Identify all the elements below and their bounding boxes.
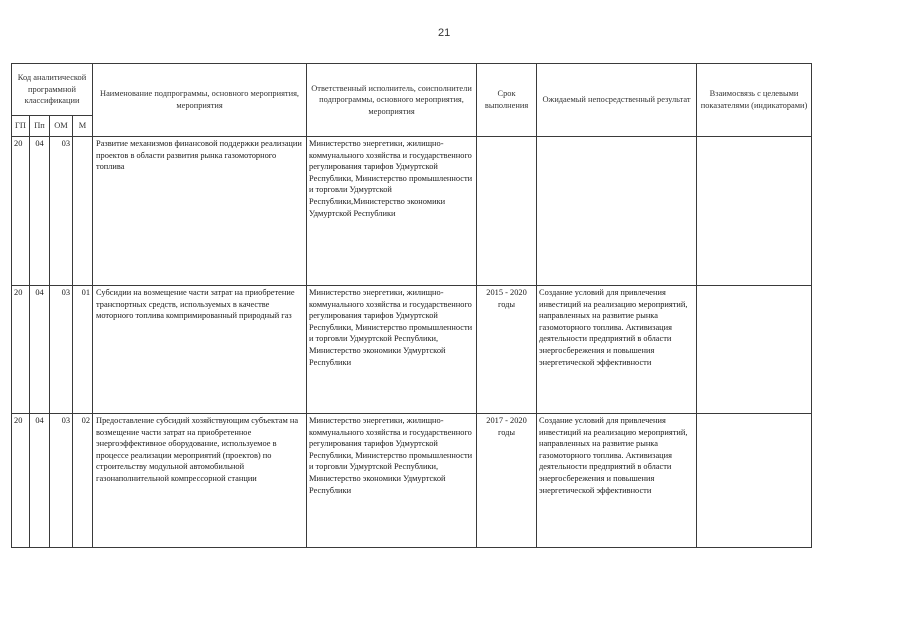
header-executor: Ответственный исполнитель, соисполнители подпрограммы, основного мероприятия, мероприятия [307,64,477,137]
cell-link [697,414,812,548]
header-om: ОМ [50,116,73,137]
header-result: Ожидаемый непосредственный результат [537,64,697,137]
cell-result: Создание условий для привлечения инвестиций на реализацию мероприятий, направленных на развитие рынка газомоторного топлива. Активизация деятельности предприятий в области энергосбережения и повышения энергетической эффективности [537,286,697,414]
cell-name: Предоставление субсидий хозяйствующим субъектам на возмещение части затрат на приобретенное энергоэффективное оборудование, используемое в процессе реализации мероприятий (проектов) по строительству модульной автомобильной газонаполнительной компрессорной станции [93,414,307,548]
header-m: М [73,116,93,137]
cell-gp: 20 [12,137,30,286]
program-activities-table [11,63,812,548]
cell-pp: 04 [30,286,50,414]
header-row [12,64,812,116]
cell-executor: Министерство энергетики, жилищно-коммунального хозяйства и государственного регулирования тарифов Удмуртской Республики, Министерство промышленности и торговли Удмуртской Республики, Министерство экономики Удмуртской Республики [307,414,477,548]
cell-om: 03 [50,137,73,286]
cell-result: Создание условий для привлечения инвестиций на реализацию мероприятий, направленных на развитие рынка газомоторного топлива. Активизация деятельности предприятий в области энергосбережения и повышения энергетической эффективности [537,414,697,548]
cell-m: 02 [73,414,93,548]
header-name: Наименование подпрограммы, основного мероприятия, мероприятия [93,64,307,137]
cell-executor: Министерство энергетики, жилищно-коммунального хозяйства и государственного регулирования тарифов Удмуртской Республики, Министерство промышленности и торговли Удмуртской Республики,Министерство экономики Удмуртской Республики [307,137,477,286]
cell-link [697,286,812,414]
header-gp: ГП [12,116,30,137]
header-pp: Пп [30,116,50,137]
table-row [12,286,812,414]
table-row [12,137,812,286]
table-row [12,414,812,548]
cell-executor: Министерство энергетики, жилищно-коммунального хозяйства и государственного регулирования тарифов Удмуртской Республики, Министерство промышленности и торговли Удмуртской Республики, Министерство экономики Удмуртской Республики [307,286,477,414]
cell-result [537,137,697,286]
cell-om: 03 [50,286,73,414]
cell-m: 01 [73,286,93,414]
cell-name: Развитие механизмов финансовой поддержки реализации проектов в области развития рынка газомоторного топлива [93,137,307,286]
cell-gp: 20 [12,414,30,548]
cell-term: 2015 - 2020 годы [477,286,537,414]
cell-gp: 20 [12,286,30,414]
cell-term: 2017 - 2020 годы [477,414,537,548]
cell-name: Субсидии на возмещение части затрат на приобретение транспортных средств, используемых в качестве моторного топлива компримированный природный газ [93,286,307,414]
header-link: Взаимосвязь с целевыми показателями (индикаторами) [697,64,812,137]
page-number: 21 [438,27,451,39]
cell-term [477,137,537,286]
cell-om: 03 [50,414,73,548]
cell-pp: 04 [30,137,50,286]
cell-pp: 04 [30,414,50,548]
header-code-group: Код аналитической программной классификации [12,64,93,116]
cell-link [697,137,812,286]
header-term: Срок выполнения [477,64,537,137]
cell-m [73,137,93,286]
